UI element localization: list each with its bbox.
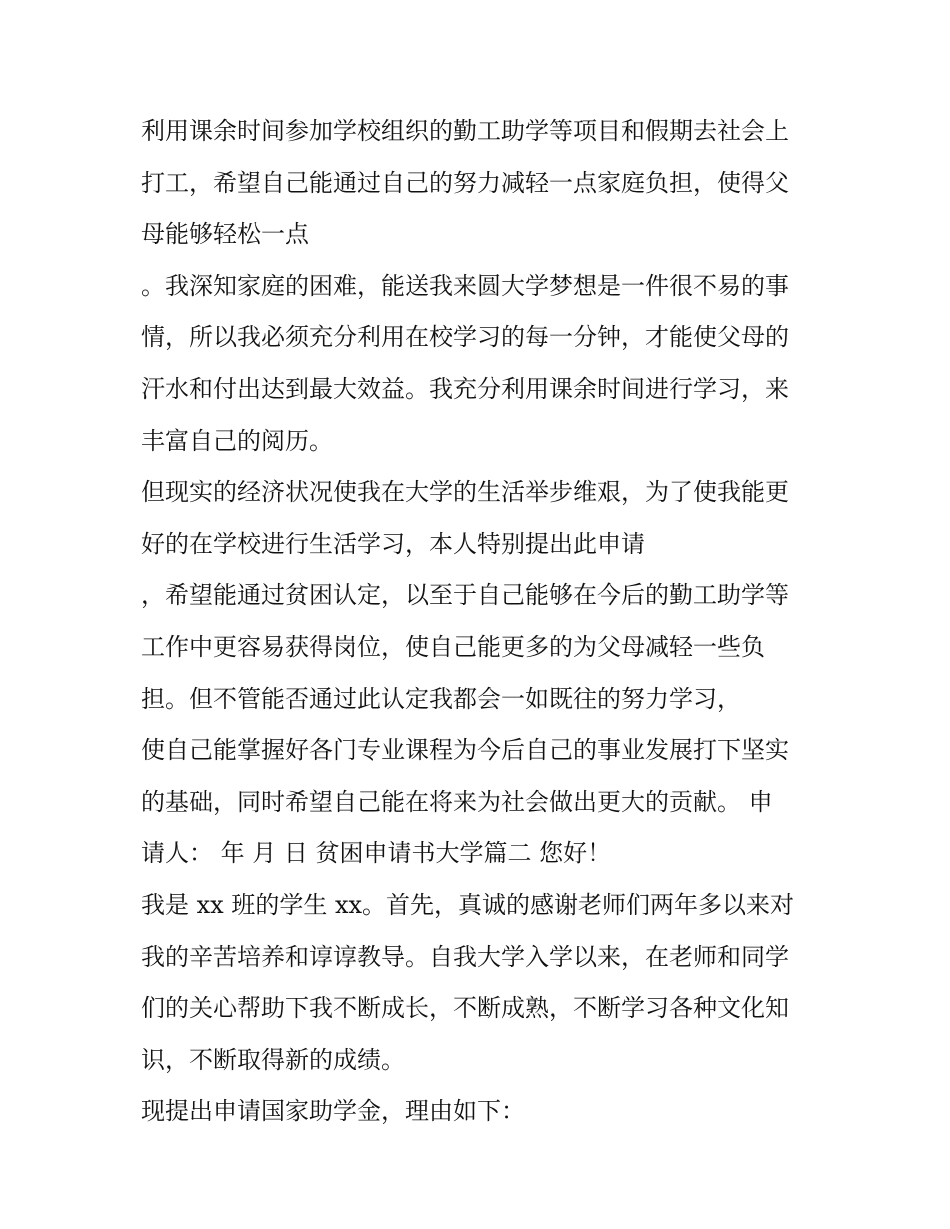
text-line: 工作中更容易获得岗位，使自己能更多的为父母减轻一些负 (141, 632, 765, 661)
text-line: 。我深知家庭的困难，能送我来圆大学梦想是一件很不易的事 (141, 271, 789, 300)
text-line: 我是 xx 班的学生 xx。首先，真诚的感谢老师们两年多以来对 (141, 890, 795, 919)
text-line: 识，不断取得新的成绩。 (141, 1045, 405, 1074)
text-line: 母能够轻松一点 (141, 220, 309, 249)
text-line: 汗水和付出达到最大效益。我充分利用课余时间进行学习，来 (141, 374, 789, 403)
text-line: 好的在学校进行生活学习，本人特别提出此申请 (141, 529, 645, 558)
document-body (141, 108, 821, 1140)
text-line: 利用课余时间参加学校组织的勤工助学等项目和假期去社会上 (141, 117, 789, 145)
text-line: 情，所以我必须充分利用在校学习的每一分钟，才能使父母的 (141, 323, 789, 352)
text-line: 使自己能掌握好各门专业课程为今后自己的事业发展打下坚实 (141, 736, 789, 765)
text-line: 我的辛苦培养和谆谆教导。自我大学入学以来，在老师和同学 (141, 942, 789, 971)
text-line: 们的关心帮助下我不断成长，不断成熟，不断学习各种文化知 (141, 994, 789, 1023)
text-line: 担。但不管能否通过此认定我都会一如既往的努力学习， (141, 684, 741, 713)
text-line: 但现实的经济状况使我在大学的生活举步维艰，为了使我能更 (141, 478, 789, 507)
text-line: 打工，希望自己能通过自己的努力减轻一点家庭负担，使得父 (141, 168, 789, 197)
text-line: 现提出申请国家助学金，理由如下： (141, 1097, 525, 1126)
text-line: 丰富自己的阅历。 (141, 426, 333, 455)
text-line: 的基础，同时希望自己能在将来为社会做出更大的贡献。 申 (141, 787, 773, 816)
text-line: ，希望能通过贫困认定，以至于自己能够在今后的勤工助学等 (141, 581, 789, 610)
text-line: 请人： 年 月 日 贫困申请书大学篇二 您好！ (141, 839, 612, 868)
